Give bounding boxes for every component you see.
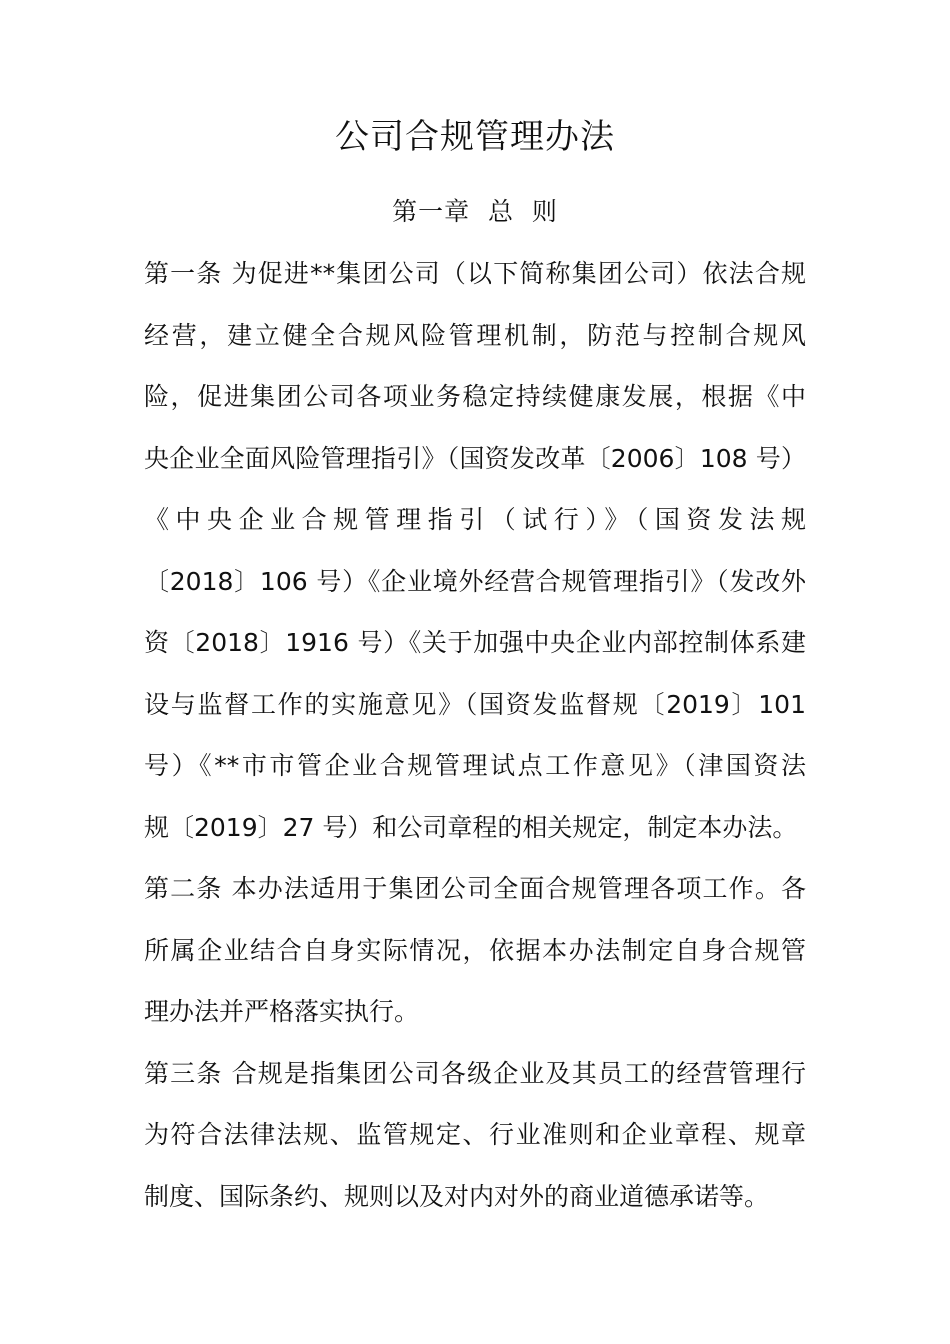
document-title: 公司合规管理办法: [335, 117, 615, 157]
text-line: 第二条 本办法适用于集团公司全面合规管理各项工作。各: [144, 874, 806, 903]
text-line: 第三条 合规是指集团公司各级企业及其员工的经营管理行: [144, 1058, 806, 1088]
text-line: 理办法并严格落实执行。: [144, 997, 420, 1026]
text-line: 第一条 为促进**集团公司（以下简称集团公司）依法合规: [144, 259, 806, 288]
text-line: 规〔2019〕27 号）和公司章程的相关规定，制定本办法。: [144, 812, 798, 842]
document-body: [144, 252, 806, 1236]
text-line: 险，促进集团公司各项业务稳定持续健康发展，根据《中: [144, 382, 806, 411]
text-line: 制度、国际条约、规则以及对内对外的商业道德承诺等。: [144, 1181, 770, 1211]
text-line: 号）《**市市管企业合规管理试点工作意见》（津国资法: [144, 751, 806, 780]
text-line: 《中央企业合规管理指引（试行）》（国资发法规: [144, 505, 806, 534]
text-line: 为符合法律法规、监管规定、行业准则和企业章程、规章: [144, 1120, 806, 1149]
text-line: 所属企业结合自身实际情况，依据本办法制定自身合规管: [144, 935, 806, 965]
text-line: 设与监督工作的实施意见》（国资发监督规〔2019〕101: [144, 689, 806, 719]
article-2: [144, 867, 806, 1052]
article-3: [144, 1052, 806, 1237]
article-1: [144, 252, 806, 867]
chapter-heading: 第一章 总 则: [392, 197, 558, 226]
text-line: 资〔2018〕1916 号）《关于加强中央企业内部控制体系建: [144, 628, 806, 657]
text-line: 央企业全面风险管理指引》（国资发改革〔2006〕108 号）: [144, 443, 806, 473]
text-line: 经营，建立健全合规风险管理机制，防范与控制合规风: [144, 320, 806, 350]
text-line: 〔2018〕106 号）《企业境外经营合规管理指引》（发改外: [144, 566, 806, 596]
